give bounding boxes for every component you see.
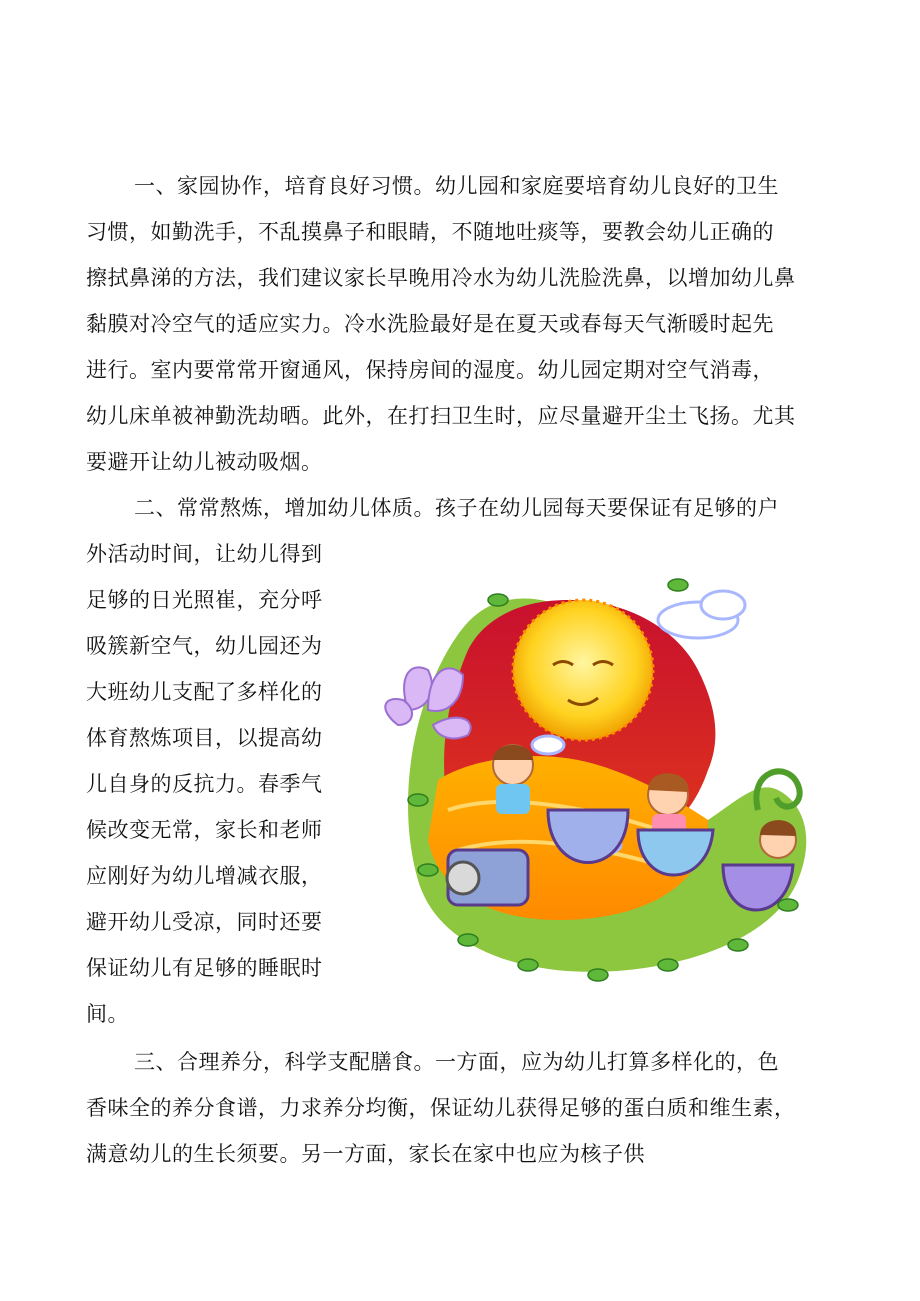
paragraph-2-line: 候改变无常，家长和老师 xyxy=(86,818,323,842)
paragraph-2-line: 儿自身的反抗力。春季气 xyxy=(86,772,323,796)
paragraph-2-line: 保证幼儿有足够的睡眠时 xyxy=(86,956,323,980)
paragraph-2-line: 吸簇新空气，幼儿园还为 xyxy=(86,634,323,658)
paragraph-2-line: 二、常常熬炼，增加幼儿体质。孩子在幼儿园每天要保证有足够的户 xyxy=(134,496,779,520)
paragraph-2-line: 体育熬炼项目，以提高幼 xyxy=(86,726,323,750)
paragraph-1-line: 习惯，如勤洗手，不乱摸鼻子和眼睛，不随地吐痰等，要教会幼儿正确的 xyxy=(86,220,774,244)
paragraph-2-line: 避开幼儿受凉，同时还要 xyxy=(86,910,323,934)
paragraph-1-line: 黏膜对冷空气的适应实力。冷水洗脸最好是在夏天或春每天气渐暖时起先 xyxy=(86,312,774,336)
paragraph-3-line: 三、合理养分，科学支配膳食。一方面，应为幼儿打算多样化的，色 xyxy=(134,1050,779,1074)
paragraph-2-line: 大班幼儿支配了多样化的 xyxy=(86,680,323,704)
paragraph-1-line: 幼儿床单被神勤洗劫晒。此外，在打扫卫生时，应尽量避开尘土飞扬。尤其 xyxy=(86,404,796,428)
paragraph-1-line: 要避开让幼儿被动吸烟。 xyxy=(86,450,323,474)
paragraph-2-line: 外活动时间，让幼儿得到 xyxy=(86,542,323,566)
paragraph-1-line: 进行。室内要常常开窗通风，保持房间的湿度。幼儿园定期对空气消毒， xyxy=(86,358,774,382)
paragraph-1-line: 擦拭鼻涕的方法，我们建议家长早晚用冷水为幼儿洗脸洗鼻，以增加幼儿鼻 xyxy=(86,266,796,290)
paragraph-3-line: 满意幼儿的生长须要。另一方面，家长在家中也应为核子供 xyxy=(86,1142,645,1166)
paragraph-2-line: 间。 xyxy=(86,1002,129,1026)
paragraph-2-line: 应刚好为幼儿增减衣服， xyxy=(86,864,323,888)
paragraph-3-line: 香味全的养分食谱，力求养分均衡，保证幼儿获得足够的蛋白质和维生素， xyxy=(86,1096,796,1120)
paragraph-1-line: 一、家园协作，培育良好习惯。幼儿园和家庭要培育幼儿良好的卫生 xyxy=(134,174,779,198)
children-train-illustration xyxy=(378,560,820,1010)
paragraph-2-line: 足够的日光照崔，充分呼 xyxy=(86,588,323,612)
